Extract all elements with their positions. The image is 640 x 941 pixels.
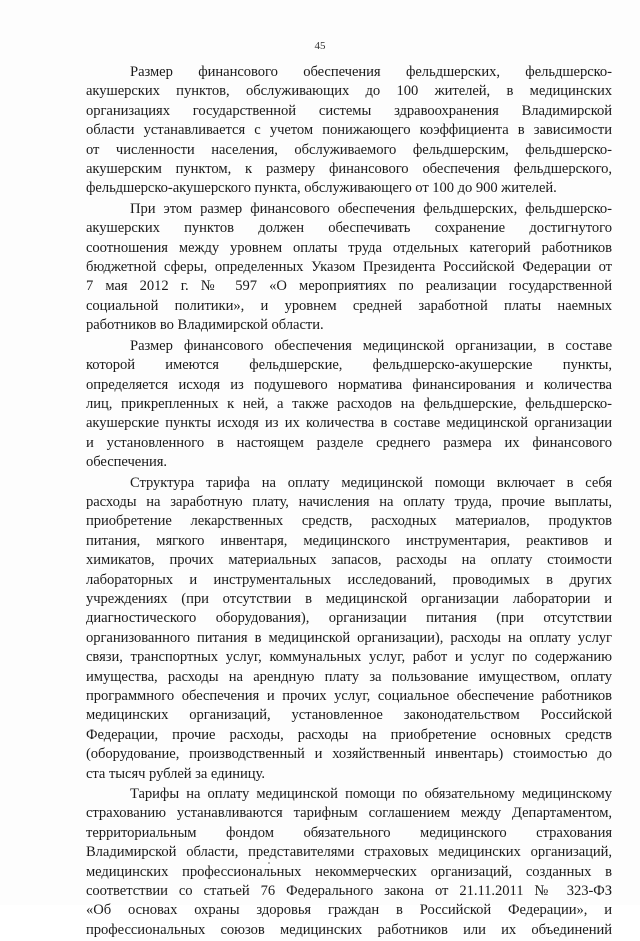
paragraph: [86, 337, 612, 473]
text-line: обеспечения.: [86, 454, 167, 471]
text-line: приобретение лекарственных средств, расходных материалов, продуктов: [86, 513, 612, 530]
text-line: связи, транспортных услуг, коммунальных услуг, работ и услуг по содержанию: [86, 649, 612, 666]
text-line: ста тысяч рублей за единицу.: [86, 765, 265, 782]
text-line: акушерских пунктов, обслуживающих до 100 жителей, в медицинских: [86, 83, 612, 100]
text-line: Размер финансового обеспечения фельдшерских, фельдшерско-: [130, 64, 612, 80]
text-line: работников во Владимирской области.: [86, 317, 324, 334]
text-line: лабораторных и инструментальных исследований, проводимых в других: [86, 571, 612, 588]
text-line: социальной политики», и уровнем средней заработной платы наемных: [86, 297, 612, 314]
text-line: определяется исходя из подушевого норматива финансирования и количества: [86, 376, 612, 393]
text-line: учреждениях (при отсутствии в медицинской организации лаборатории и: [86, 590, 612, 607]
body-text: [86, 63, 612, 941]
text-line: «Об основах охраны здоровья граждан в Российской Федерации», и: [86, 902, 612, 919]
text-line: фельдшерско-акушерского пункта, обслуживающего от 100 до 900 жителей.: [86, 180, 557, 197]
text-line: имущества, расходы на арендную плату за пользование имуществом, оплату: [86, 668, 612, 685]
text-line: диагностического оборудования), организации питания (при отсутствии: [86, 610, 612, 627]
text-line: лиц, прикрепленных к ней, а также расходов на фельдшерские, фельдшерско-: [86, 395, 612, 412]
text-line: территориальным фондом обязательного медицинского страхования: [86, 824, 612, 841]
paragraph: [86, 785, 612, 940]
text-line: (оборудование, производственный и хозяйственный инвентарь) стоимостью до: [86, 746, 612, 763]
paragraph: [86, 63, 612, 199]
paragraph: [86, 474, 612, 785]
text-line: профессиональных союзов медицинских работников или их объединений: [86, 921, 612, 938]
text-line: соответствии со статьей 76 Федерального закона от 21.11.2011 № 323-ФЗ: [86, 883, 612, 900]
text-line: Владимирской области, представителями страховых медицинских организаций,: [86, 844, 612, 861]
text-line: Федерации, прочие расходы, расходы на приобретение основных средств: [86, 726, 612, 743]
scan-artifact: [268, 862, 270, 864]
text-line: питания, мягкого инвентаря, медицинского инструментария, реактивов и: [86, 532, 612, 549]
text-line: от численности населения, обслуживаемого фельдшерским, фельдшерско-: [86, 141, 612, 158]
text-line: медицинских профессиональных некоммерческих организаций, созданных в: [86, 863, 612, 880]
text-line: организованного питания в медицинской организации), расходы на оплату услуг: [86, 629, 612, 646]
text-line: акушерских пунктов должен обеспечивать сохранение достигнутого: [86, 220, 612, 237]
text-line: химикатов, прочих материальных запасов, расходы на оплату стоимости: [86, 552, 612, 569]
text-line: расходы на заработную плату, начисления на оплату труда, прочие выплаты,: [86, 493, 612, 510]
text-line: которой имеются фельдшерские, фельдшерско-акушерские пункты,: [86, 357, 612, 374]
text-line: акушерским пунктом, к размеру финансового обеспечения фельдшерского,: [86, 161, 612, 178]
text-line: При этом размер финансового обеспечения фельдшерских, фельдшерско-: [130, 200, 612, 217]
paragraph: [86, 200, 612, 336]
text-line: Структура тарифа на оплату медицинской помощи включает в себя: [130, 474, 612, 491]
text-line: Размер финансового обеспечения медицинской организации, в составе: [130, 337, 612, 354]
text-line: программного обеспечения и прочих услуг, социальное обеспечение работников: [86, 688, 612, 704]
text-line: 7 мая 2012 г. № 597 «О мероприятиях по реализации государственной: [86, 278, 612, 295]
text-line: акушерские пункты исходя из их количества в составе медицинской организации: [86, 415, 612, 432]
text-line: Тарифы на оплату медицинской помощи по обязательному медицинскому: [130, 786, 612, 803]
text-line: и установленного в настоящем разделе среднего размера их финансового: [86, 434, 612, 451]
text-line: бюджетной сферы, определенных Указом Президента Российской Федерации от: [86, 259, 612, 276]
text-line: организациях государственной системы здравоохранения Владимирской: [86, 102, 612, 119]
text-line: соотношения между уровнем оплаты труда отдельных категорий работников: [86, 239, 612, 256]
text-line: области устанавливается с учетом понижающего коэффициента в зависимости: [86, 122, 612, 139]
page-number: 45: [314, 40, 326, 52]
text-line: медицинских организаций, установленное законодательством Российской: [86, 707, 612, 724]
text-line: страхованию устанавливаются тарифным соглашением между Департаментом,: [86, 805, 612, 822]
